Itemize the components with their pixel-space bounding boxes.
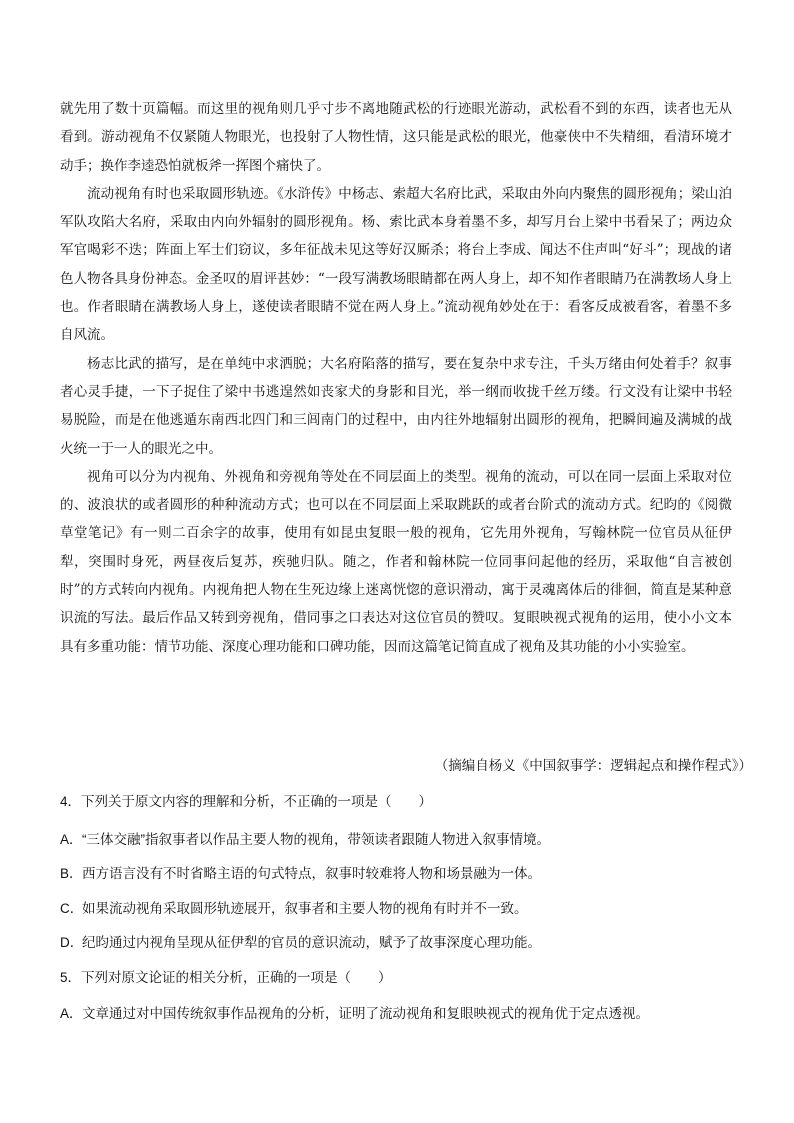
question-4-option-d[interactable] — [60, 931, 760, 955]
question-5-option-a[interactable] — [60, 1002, 760, 1026]
option-letter: C． — [60, 901, 84, 916]
option-text: 西方语言没有不时省略主语的句式特点，叙事时较难将人物和场景融为一体。 — [82, 866, 541, 881]
question-4-option-b[interactable] — [60, 862, 760, 886]
passage-paragraph-4: 视角可以分为内视角、外视角和旁视角等处在不同层面上的类型。视角的流动，可以在同一层面上采取对位的、波浪状的或者圆形的种种流动方式；也可以在不同层面上采取跳跃的或者台阶式的流动方式。纪昀的《阅微草堂笔记》有一则二百余字的故事，使用有如昆虫复眼一般的视角，它先用外视角，写翰林院一位官员从征伊犁，突围时身死，两昼夜后复苏，疾驰归队。随之，作者和翰林院一位同事问起他的经历，采取他“自言被创时”的方式转向内视角。内视角把人物在生死边缘上迷离恍惚的意识滑动，寓于灵魂离体后的徘徊，简直是某种意识流的写法。最后作品又转到旁视角，借同事之口表达对这位官员的赞叹。复眼映视式视角的运用，使小小文本具有多重功能：情节功能、深度心理功能和口碑功能，因而这篇笔记简直成了视角及其功能的小小实验室。 — [60, 468, 732, 655]
question-5-stem: 5．下列对原文论证的相关分析，正确的一项是（ ） — [60, 970, 392, 985]
passage-source-citation: （摘编自杨义《中国叙事学：逻辑起点和操作程式》） — [434, 758, 752, 774]
option-letter: B． — [60, 866, 83, 881]
passage-paragraph-3: 杨志比武的描写，是在单纯中求洒脱；大名府陷落的描写，要在复杂中求专注，千头万绪由何处着手？叙事者心灵手捷，一下子捉住了梁中书逃遑然如丧家犬的身影和目光，举一纲而收拢千丝万缕。行文没有让梁中书轻易脱险，而是在他逃遁东南西北四门和三闾南门的过程中，由内往外地辐射出圆形的视角，把瞬间遍及满城的战火统一于一人的眼光之中。 — [60, 355, 732, 457]
reading-passage — [60, 95, 732, 661]
option-text: 如果流动视角采取圆形轨迹展开，叙事者和主要人物的视角有时并不一致。 — [82, 901, 528, 916]
option-letter: D． — [60, 935, 84, 950]
option-text: 文章通过对中国传统叙事作品视角的分析，证明了流动视角和复眼映视式的视角优于定点透视。 — [82, 1006, 649, 1021]
passage-paragraph-1: 就先用了数十页篇幅。而这里的视角则几乎寸步不离地随武松的行迹眼光游动，武松看不到的东西，读者也无从看到。游动视角不仅紧随人物眼光，也投射了人物性情，这只能是武松的眼光，他豪侠中不失精细，看清环境才动手；换作李逵恐怕就板斧一挥图个痛快了。 — [60, 101, 732, 174]
option-letter: A． — [60, 832, 83, 847]
option-text: 纪昀通过内视角呈现从征伊犁的官员的意识流动，赋予了故事深度心理功能。 — [82, 935, 541, 950]
passage-paragraph-2: 流动视角有时也采取圆形轨迹。《水浒传》中杨志、索超大名府比武，采取由外向内聚焦的圆形视角；梁山泊军队攻陷大名府，采取由内向外辐射的圆形视角。杨、索比武本身着墨不多，却写月台上梁中书看呆了；两边众军官喝彩不迭；阵面上军士们窃议，多年征战未见这等好汉厮杀；将台上李成、闻达不住声叫“好斗”；现战的诸色人物各具身份神态。金圣叹的眉评甚妙：“一段写满教场眼睛都在两人身上，却不知作者眼睛乃在满教场人身上也。作者眼睛在满教场人身上，遂使读者眼睛不觉在两人身上。”流动视角妙处在于：看客反成被看客，着墨不多自风流。 — [60, 185, 732, 344]
option-letter: A． — [60, 1006, 83, 1021]
option-text: “三体交融”指叙事者以作品主要人物的视角，带领读者跟随人物进入叙事情境。 — [82, 832, 550, 847]
question-4-option-a[interactable] — [60, 828, 760, 852]
question-4-stem: 4．下列关于原文内容的理解和分析，不正确的一项是（ ） — [60, 794, 433, 809]
question-4-option-c[interactable] — [60, 897, 760, 921]
